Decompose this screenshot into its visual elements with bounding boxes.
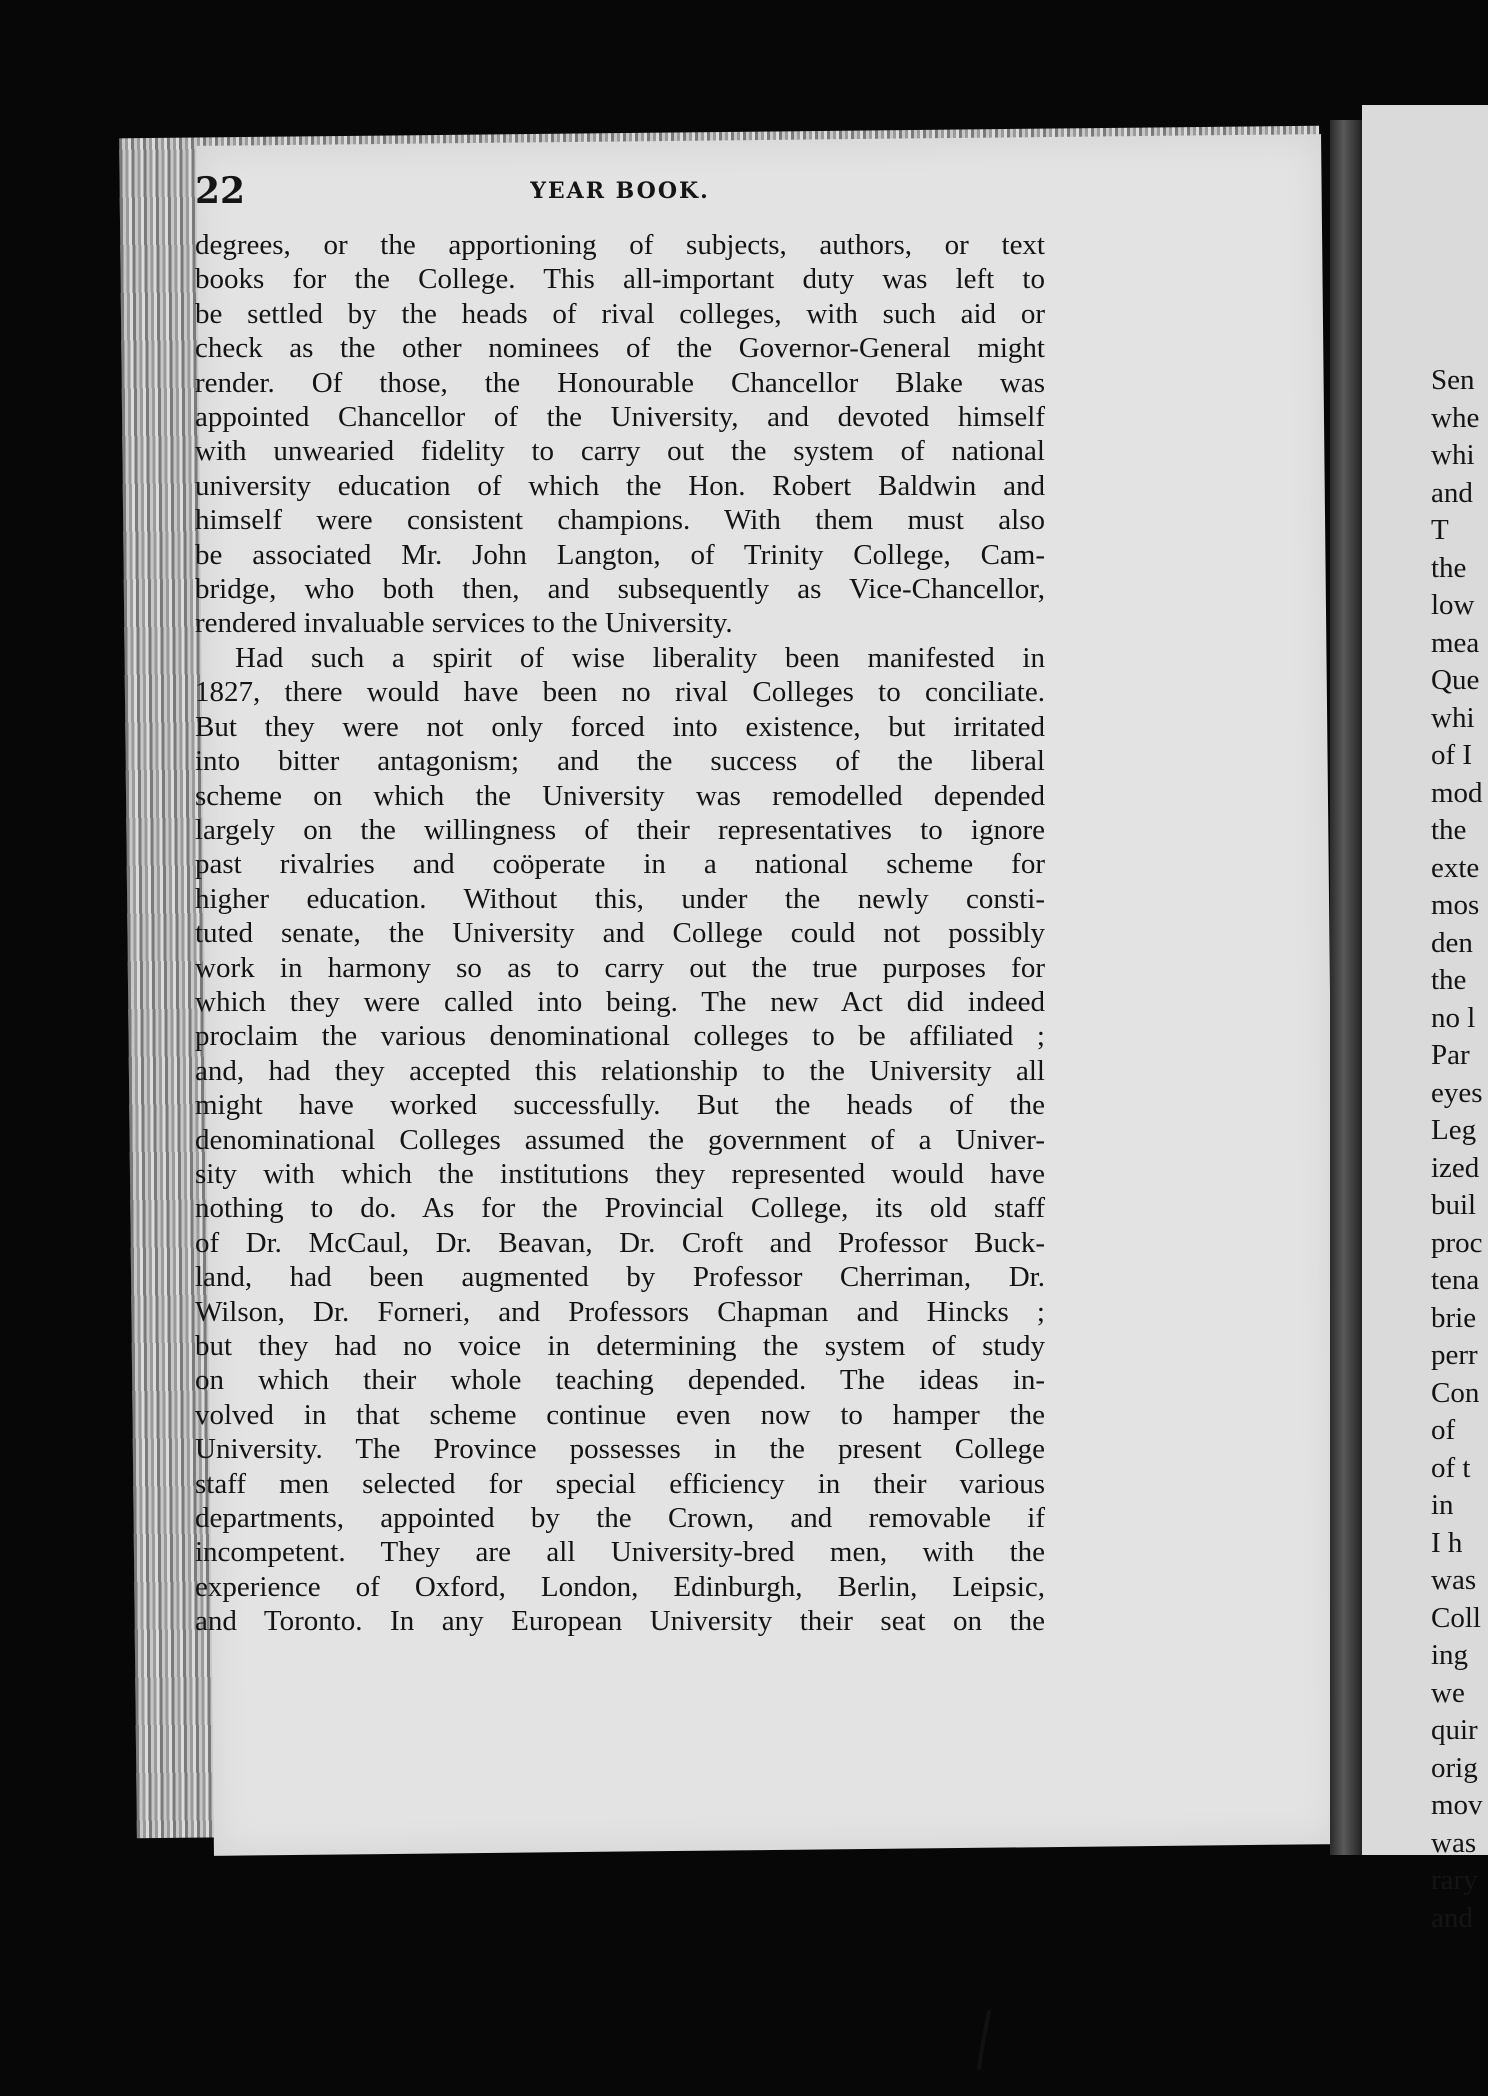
text-line: volved in that scheme continue even now to hamper the — [195, 1398, 1045, 1431]
facing-page-fragment: the — [1431, 814, 1467, 846]
facing-page-fragment: and — [1431, 1901, 1473, 1934]
facing-page-fragment: of — [1431, 1414, 1456, 1446]
text-line: but they had no voice in determining the system of study — [195, 1330, 1045, 1362]
text-line: work in harmony so as to carry out the true purposes for — [195, 951, 1045, 984]
facing-page-fragment: the — [1431, 964, 1467, 996]
text-line: which they were called into being. The new Act did indeed — [195, 985, 1045, 1018]
facing-page-fragment: of t — [1431, 1451, 1471, 1484]
text-line: be associated Mr. John Langton, of Trinity College, Cam- — [195, 538, 1045, 571]
facing-page-fragment: Par — [1431, 1039, 1470, 1071]
text-line: incompetent. They are all University-bred men, with the — [195, 1536, 1045, 1569]
text-line: into bitter antagonism; and the success of the liberal — [195, 745, 1045, 778]
text-line: books for the College. This all-important duty was left to — [195, 263, 1045, 296]
facing-page-fragment: Que — [1431, 664, 1480, 696]
facing-page-fragment: mos — [1431, 889, 1480, 921]
book-gutter — [1330, 120, 1364, 1855]
text-line: higher education. Without this, under the newly consti- — [195, 882, 1045, 915]
facing-page-fragment: buil — [1431, 1189, 1477, 1221]
text-line: rendered invaluable services to the University. — [195, 607, 733, 640]
facing-page-fragment: we — [1431, 1676, 1465, 1709]
text-line: with unwearied fidelity to carry out the system of national — [195, 435, 1045, 468]
facing-page-fragment: was — [1431, 1564, 1477, 1596]
text-line: might have worked successfully. But the heads of the — [195, 1089, 1045, 1122]
facing-page-fragment: eyes — [1431, 1076, 1483, 1109]
facing-page-fragment: Con — [1431, 1376, 1480, 1409]
facing-page-fragment: perr — [1431, 1339, 1478, 1371]
text-line: University. The Province possesses in the present College — [195, 1433, 1045, 1466]
facing-page-fragment: Sen — [1431, 366, 1475, 396]
text-line: Wilson, Dr. Forneri, and Professors Chapman and Hincks ; — [195, 1295, 1045, 1328]
text-line: be settled by the heads of rival colleges, with such aid or — [195, 297, 1045, 330]
page-header — [195, 170, 1045, 210]
text-line: scheme on which the University was remodelled depended — [195, 779, 1045, 812]
facing-page-fragment: was — [1431, 1826, 1477, 1859]
facing-page-fragment: mov — [1431, 1789, 1483, 1821]
running-head: YEAR BOOK. — [530, 178, 710, 204]
text-line: himself were consistent champions. With them must also — [195, 504, 1045, 537]
facing-page-fragment: mea — [1431, 626, 1480, 659]
text-line: denominational Colleges assumed the government of a Univer- — [195, 1123, 1045, 1156]
text-line: university education of which the Hon. Robert Baldwin and — [195, 469, 1045, 502]
facing-page-fragment: quir — [1431, 1714, 1478, 1746]
text-line: on which their whole teaching depended. The ideas in- — [195, 1364, 1045, 1397]
facing-page-fragment: whi — [1431, 701, 1475, 734]
facing-page-fragment: Coll — [1431, 1601, 1481, 1634]
facing-page-fragment: whe — [1431, 401, 1480, 434]
text-line: proclaim the various denominational colleges to be affiliated ; — [195, 1020, 1045, 1053]
pencil-mark — [975, 2010, 993, 2070]
text-line: largely on the willingness of their representatives to ignore — [195, 813, 1045, 846]
text-line: Had such a spirit of wise liberality been manifested in — [235, 641, 1045, 674]
facing-page-fragment: and — [1431, 476, 1473, 509]
facing-page-fragment: in — [1431, 1489, 1454, 1521]
body-text — [195, 228, 1045, 1639]
text-line: But they were not only forced into existence, but irritated — [195, 710, 1045, 743]
text-line: staff men selected for special efficiency in their various — [195, 1467, 1045, 1500]
facing-page-fragment: Leg — [1431, 1114, 1477, 1146]
text-line: and Toronto. In any European University their seat on the — [195, 1605, 1045, 1638]
text-line: tuted senate, the University and College could not possibly — [195, 917, 1045, 950]
facing-page-fragment: ized — [1431, 1151, 1480, 1184]
facing-page-fragment: low — [1431, 589, 1475, 621]
text-line: bridge, who both then, and subsequently as Vice-Chancellor, — [195, 573, 1045, 606]
text-line: check as the other nominees of the Governor-General might — [195, 332, 1045, 365]
facing-page-fragment: the — [1431, 551, 1467, 584]
text-line: past rivalries and coöperate in a national scheme for — [195, 848, 1045, 881]
facing-page-fragment: ing — [1431, 1639, 1469, 1671]
page-number: 22 — [195, 170, 246, 212]
text-line: 1827, there would have been no rival Colleges to conciliate. — [195, 676, 1045, 709]
facing-page-fragment: no l — [1431, 1001, 1476, 1034]
facing-page-fragment: I h — [1431, 1526, 1463, 1559]
text-line: sity with which the institutions they represented would have — [195, 1157, 1045, 1190]
facing-page-fragment: whi — [1431, 439, 1475, 471]
facing-page-fragment: exte — [1431, 851, 1480, 884]
facing-page-fragment: rary — [1431, 1864, 1478, 1896]
facing-page-fragment: proc — [1431, 1226, 1483, 1259]
text-line: appointed Chancellor of the University, and devoted himself — [195, 401, 1045, 434]
text-line: nothing to do. As for the Provincial College, its old staff — [195, 1192, 1045, 1225]
text-line: degrees, or the apportioning of subjects, authors, or text — [195, 229, 1045, 261]
facing-page-fragment: brie — [1431, 1301, 1477, 1334]
text-line: render. Of those, the Honourable Chancellor Blake was — [195, 366, 1045, 399]
text-line: of Dr. McCaul, Dr. Beavan, Dr. Croft and Professor Buck- — [195, 1226, 1045, 1259]
text-line: experience of Oxford, London, Edinburgh, Berlin, Leipsic, — [195, 1570, 1045, 1603]
facing-page-fragment: mod — [1431, 776, 1483, 809]
facing-page-fragment: den — [1431, 926, 1473, 959]
text-line: land, had been augmented by Professor Cherriman, Dr. — [195, 1261, 1045, 1294]
facing-page-fragment: orig — [1431, 1751, 1478, 1784]
facing-page-fragment: tena — [1431, 1264, 1480, 1296]
facing-page-fragment: of I — [1431, 739, 1473, 771]
facing-page-text-fragments — [1431, 366, 1488, 1937]
text-line: departments, appointed by the Crown, and removable if — [195, 1502, 1045, 1535]
text-line: and, had they accepted this relationship to the University all — [195, 1054, 1045, 1087]
facing-page-fragment: T — [1431, 514, 1449, 546]
